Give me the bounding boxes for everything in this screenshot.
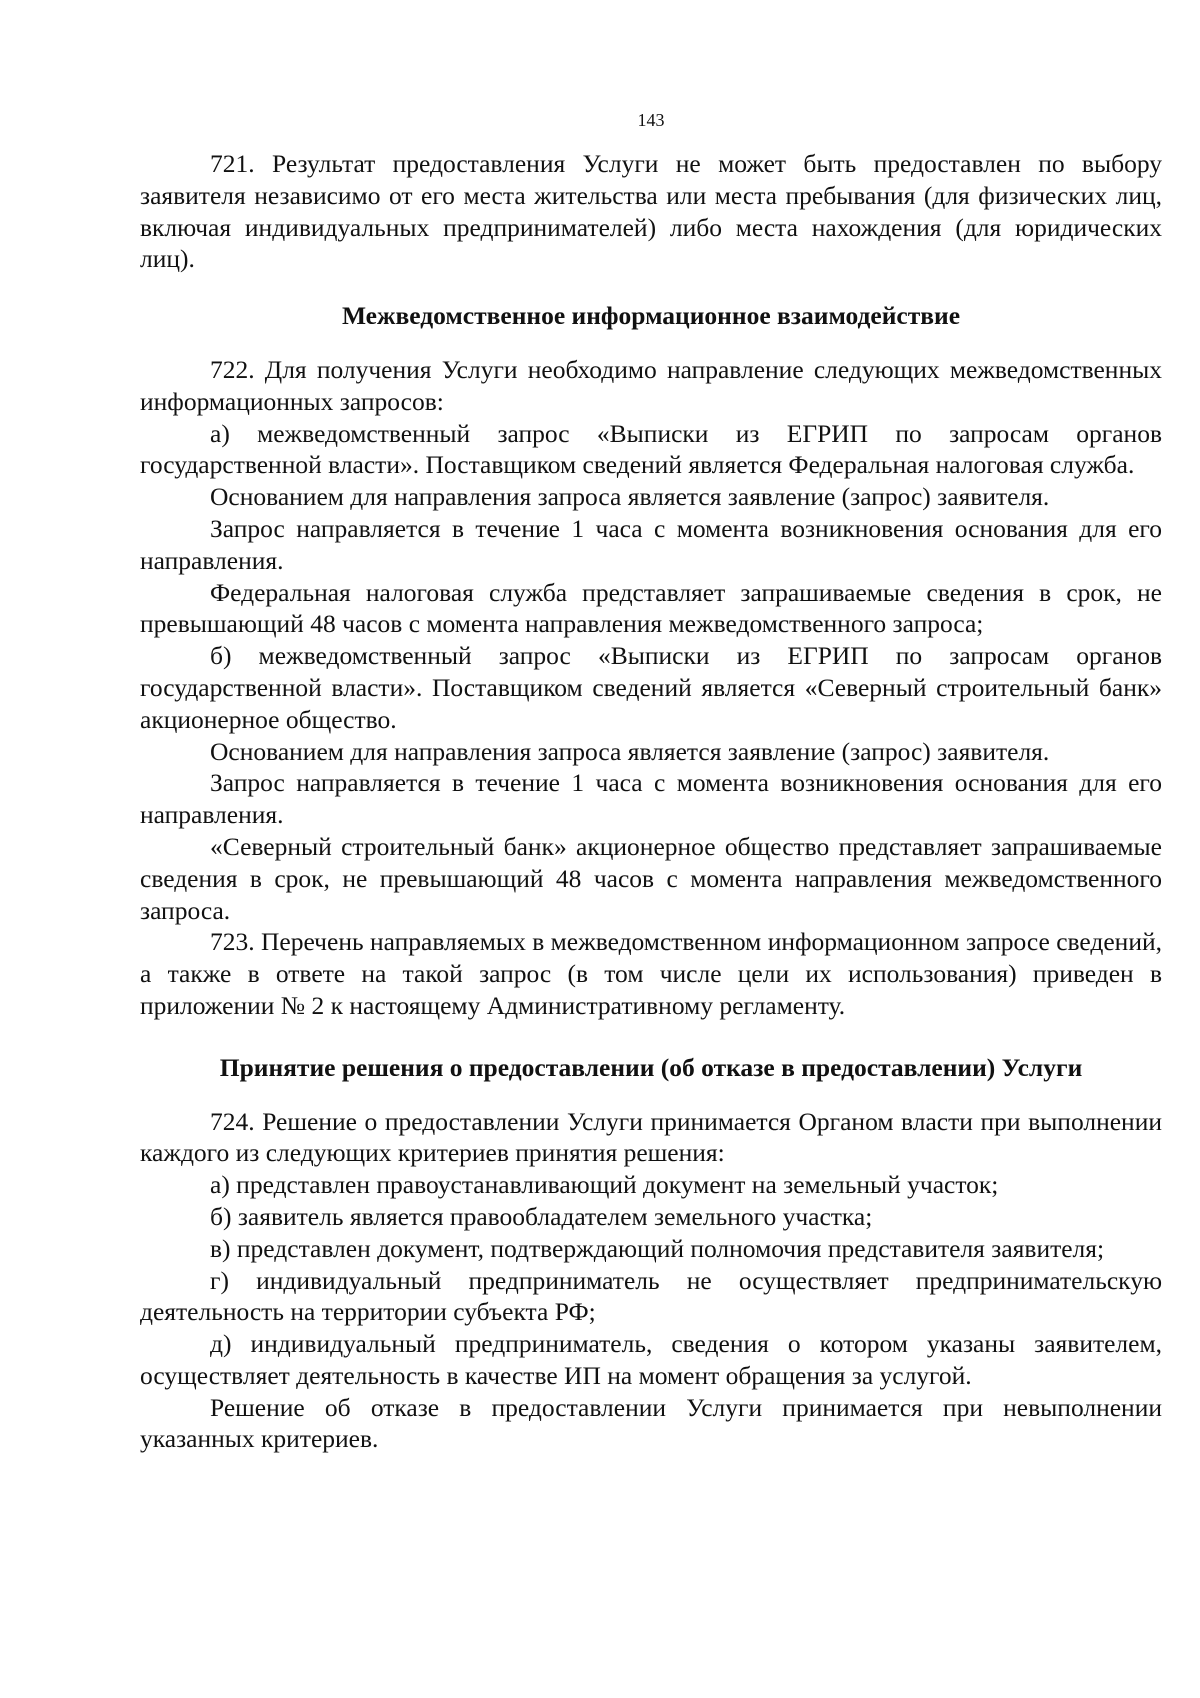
paragraph-721: 721. Результат предоставления Услуги не может быть предоставлен по выбору заявителя независимо от его места жительства или места пребывания (для физических лиц, включая индивидуальных предпринимателей) либо места нахождения (для юридических лиц).: [140, 149, 1162, 274]
page-number: 143: [637, 110, 665, 130]
paragraph-722-b-timing: Запрос направляется в течение 1 часа с момента возникновения основания для его направления.: [140, 768, 1162, 830]
paragraph-724-d: г) индивидуальный предприниматель не осуществляет предпринимательскую деятельность на территории субъекта РФ;: [140, 1265, 1162, 1327]
section-heading-interagency: Межведомственное информационное взаимодействие: [341, 301, 961, 331]
paragraph-724-refusal: Решение об отказе в предоставлении Услуги принимается при невыполнении указанных критериев.: [140, 1392, 1162, 1454]
paragraph-722-a-basis: Основанием для направления запроса является заявление (запрос) заявителя.: [210, 482, 1050, 512]
paragraph-723: 723. Перечень направляемых в межведомственном информационном запросе сведений, а также в ответе на такой запрос (в том числе цели их использования) приведен в приложении № 2 к настоящему Административному регламенту.: [140, 927, 1162, 1020]
paragraph-722-a: а) межведомственный запрос «Выписки из ЕГРИП по запросам органов государственной власти». Поставщиком сведений является Федеральная налоговая служба.: [140, 418, 1162, 480]
section-heading-decision: Принятие решения о предоставлении (об отказе в предоставлении) Услуги: [219, 1052, 1083, 1082]
paragraph-722: 722. Для получения Услуги необходимо направление следующих межведомственных информационных запросов:: [140, 354, 1162, 416]
document-page: [140, 108, 1162, 1455]
paragraph-722-b-basis: Основанием для направления запроса является заявление (запрос) заявителя.: [210, 736, 1050, 766]
paragraph-722-b-response: «Северный строительный банк» акционерное общество представляет запрашиваемые сведения в срок, не превышающий 48 часов с момента направления межведомственного запроса.: [140, 831, 1162, 925]
paragraph-724-b: б) заявитель является правообладателем земельного участка;: [210, 1201, 873, 1231]
paragraph-724-a: а) представлен правоустанавливающий документ на земельный участок;: [210, 1170, 999, 1200]
paragraph-722-a-timing: Запрос направляется в течение 1 часа с момента возникновения основания для его направления.: [140, 513, 1162, 575]
paragraph-724: 724. Решение о предоставлении Услуги принимается Органом власти при выполнении каждого из следующих критериев принятия решения:: [140, 1106, 1162, 1168]
paragraph-724-e: д) индивидуальный предприниматель, сведения о котором указаны заявителем, осуществляет деятельность в качестве ИП на момент обращения за услугой.: [140, 1329, 1162, 1390]
paragraph-722-a-response: Федеральная налоговая служба представляет запрашиваемые сведения в срок, не превышающий 48 часов с момента направления межведомственного запроса;: [140, 577, 1162, 639]
paragraph-722-b: б) межведомственный запрос «Выписки из ЕГРИП по запросам органов государственной власти». Поставщиком сведений является «Северный строительный банк» акционерное общество.: [140, 641, 1162, 734]
paragraph-724-c: в) представлен документ, подтверждающий полномочия представителя заявителя;: [210, 1233, 1105, 1263]
